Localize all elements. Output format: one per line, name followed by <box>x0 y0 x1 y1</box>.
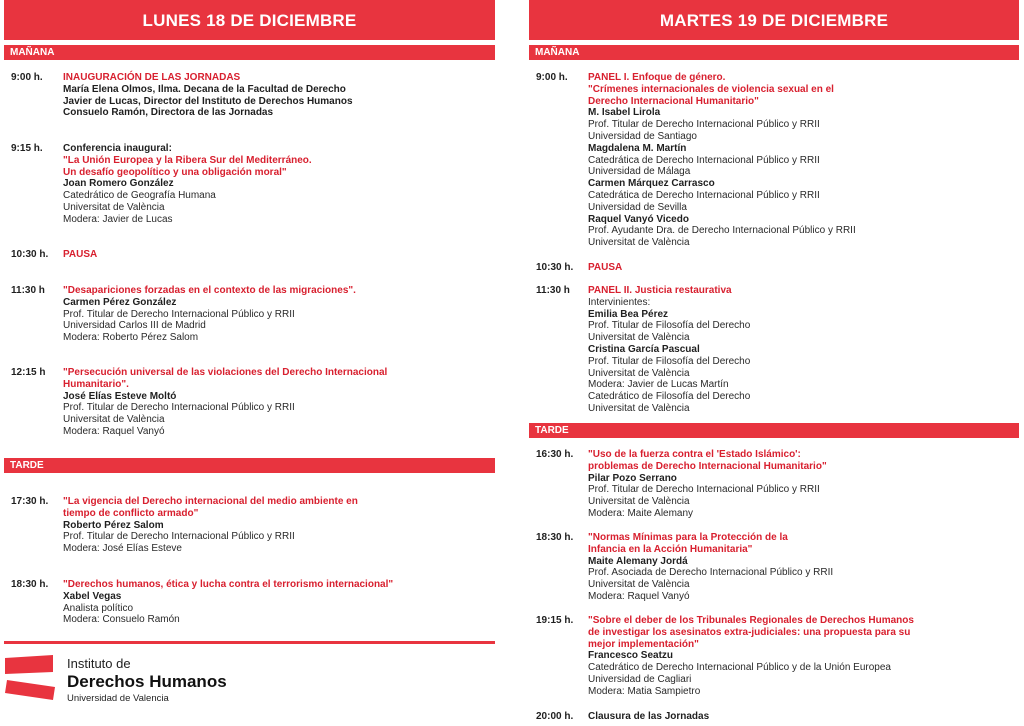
entry-body <box>63 72 495 119</box>
entry-speaker-line: Carmen Pérez González <box>63 296 177 308</box>
entry-detail-line: Catedrática de Derecho Internacional Público y RRII <box>588 189 820 201</box>
entry-speaker-line: M. Isabel Lirola <box>588 107 661 119</box>
entry-title-line: "Normas Mínimas para la Protección de la <box>588 532 788 543</box>
entry-detail-line: Modera: Consuelo Ramón <box>63 614 180 626</box>
entry-time: 10:30 h. <box>11 249 49 260</box>
entry-time: 9:00 h. <box>536 72 568 83</box>
entry-detail-line: Universitat de València <box>588 496 690 508</box>
entry-speaker-line: Emilia Bea Pérez <box>588 308 669 320</box>
entry-body <box>63 249 495 261</box>
entry-title-line: Humanitario". <box>63 378 129 390</box>
entry-speaker-line: Roberto Pérez Salom <box>63 519 164 531</box>
logo-line-2: Derechos Humanos <box>67 672 227 691</box>
entry-detail-line: Prof. Asociada de Derecho Internacional Público y RRII <box>588 567 834 579</box>
entry-detail-line: Universitat de València <box>588 402 690 414</box>
entry-detail-line: Universidad de Málaga <box>588 166 691 178</box>
entry-time: 18:30 h. <box>536 532 574 543</box>
entry-detail-line: Prof. Titular de Derecho Internacional Público y RRII <box>63 531 295 543</box>
entry-time: 16:30 h. <box>536 449 574 460</box>
entry-time: 20:00 h. <box>536 711 574 722</box>
entry-time: 9:00 h. <box>11 72 43 83</box>
entry-time: 17:30 h. <box>11 496 49 507</box>
entry-speaker-line: Conferencia inaugural: <box>63 143 172 154</box>
entry-speaker-line: Consuelo Ramón, Directora de las Jornadas <box>63 107 274 119</box>
divider <box>4 641 495 644</box>
entry-title-line: Derecho Internacional Humanitario" <box>588 95 759 107</box>
entry-speaker-line: Joan Romero González <box>63 178 174 190</box>
entry-time: 10:30 h. <box>536 262 574 273</box>
entry-title-line: INAUGURACIÓN DE LAS JORNADAS <box>63 72 241 83</box>
entry-title-line: "Sobre el deber de los Tribunales Regionales de Derechos Humanos <box>588 615 914 626</box>
entry-detail-line: Prof. Titular de Filosofía del Derecho <box>588 320 751 332</box>
entry-time: 11:30 h <box>536 285 570 296</box>
entry-detail-line: Universitat de València <box>588 237 690 249</box>
entry-title-line: Infancia en la Acción Humanitaria" <box>588 543 753 555</box>
logo-bar-top <box>5 655 53 674</box>
entry-speaker-line: Javier de Lucas, Director del Instituto de Derechos Humanos <box>63 95 353 107</box>
entry-title-line: "La Unión Europea y la Ribera Sur del Mediterráneo. <box>63 154 312 166</box>
entry-detail-line: Universitat de València <box>588 332 690 344</box>
entry-detail-line: Universitat de València <box>588 579 690 591</box>
entry-detail-line: Modera: José Elías Esteve <box>63 543 182 555</box>
entry-body <box>63 143 495 226</box>
entry-detail-line: Catedrática de Derecho Internacional Público y RRII <box>588 154 820 166</box>
entry-body <box>588 532 1019 603</box>
entry-detail-line: Catedrático de Filosofía del Derecho <box>588 391 751 403</box>
entry-detail-line: Modera: Javier de Lucas <box>63 213 173 225</box>
entry-detail-line: Modera: Raquel Vanyó <box>588 590 690 602</box>
entry-detail-line: Prof. Ayudante Dra. de Derecho Internacional Público y RRII <box>588 225 856 237</box>
entry-speaker-line: María Elena Olmos, Ilma. Decana de la Facultad de Derecho <box>63 83 346 95</box>
entry-title-line: PANEL II. Justicia restaurativa <box>588 285 732 296</box>
entry-speaker-line: Xabel Vegas <box>63 590 122 602</box>
entry-body <box>63 579 495 626</box>
entry-speaker-line: Pilar Pozo Serrano <box>588 472 677 484</box>
section-header: TARDE <box>4 458 495 473</box>
entry-title-line: mejor implementación" <box>588 638 699 650</box>
entry-detail-line: Modera: Javier de Lucas Martín <box>588 379 729 391</box>
institute-logo <box>5 655 265 715</box>
entry-detail-line: Prof. Titular de Filosofía del Derecho <box>588 355 751 367</box>
entry-title-line: problemas de Derecho Internacional Humanitario" <box>588 460 827 472</box>
entry-detail-line: Universidad Carlos III de Madrid <box>63 320 206 332</box>
entry-detail-line: Modera: Raquel Vanyó <box>63 425 165 437</box>
section-header: MAÑANA <box>529 45 1019 60</box>
entry-speaker-line: Carmen Márquez Carrasco <box>588 178 715 190</box>
logo-line-3: Universidad de Valencia <box>67 693 169 704</box>
entry-detail-line: Prof. Titular de Derecho Internacional Público y RRII <box>588 484 820 496</box>
day-header: LUNES 18 DE DICIEMBRE <box>4 0 495 40</box>
entry-body <box>588 449 1019 520</box>
institute-logo-mark-icon <box>5 655 57 701</box>
logo-line-1: Instituto de <box>67 656 131 671</box>
entry-detail-line: Universitat de València <box>588 367 690 379</box>
entry-title-line: de investigar los asesinatos extra-judiciales: una propuesta para su <box>588 626 911 638</box>
entry-detail-line: Analista político <box>63 602 134 614</box>
entry-title-line: PANEL I. Enfoque de género. <box>588 72 726 83</box>
day-column-monday <box>4 0 495 626</box>
entry-body <box>63 367 495 438</box>
entry-title-line: "La vigencia del Derecho internacional del medio ambiente en <box>63 496 358 507</box>
entry-detail-line: Modera: Roberto Pérez Salom <box>63 332 199 344</box>
entry-title-line: tiempo de conflicto armado" <box>63 507 199 519</box>
entry-time: 18:30 h. <box>11 579 49 590</box>
section-header: MAÑANA <box>4 45 495 60</box>
entry-detail-line: Universidad de Cagliari <box>588 673 692 685</box>
entry-speaker-line: José Elías Esteve Moltó <box>63 390 177 402</box>
entry-body <box>588 711 1019 723</box>
entry-time: 12:15 h <box>11 367 46 378</box>
day-column-tuesday <box>529 0 1019 722</box>
entry-title-line: PAUSA <box>63 249 98 260</box>
entry-speaker-line: Clausura de las Jornadas <box>588 711 710 722</box>
entry-title-line: "Persecución universal de las violaciones del Derecho Internacional <box>63 367 388 378</box>
entry-title-line: "Uso de la fuerza contra el 'Estado Islámico': <box>588 449 801 460</box>
entry-body <box>63 285 495 344</box>
entry-detail-line: Universidad de Sevilla <box>588 201 687 213</box>
entry-speaker-line: Magdalena M. Martín <box>588 142 687 154</box>
entry-time: 11:30 h <box>11 285 45 296</box>
entry-detail-line: Intervinientes: <box>588 296 651 308</box>
entry-detail-line: Catedrático de Derecho Internacional Público y de la Unión Europea <box>588 662 891 674</box>
entry-body <box>588 615 1019 698</box>
entry-title-line: Un desafío geopolítico y una obligación moral" <box>63 166 287 178</box>
entry-detail-line: Universitat de València <box>63 201 165 213</box>
logo-bar-bottom <box>5 680 55 700</box>
entry-title-line: "Desapariciones forzadas en el contexto de las migraciones". <box>63 285 356 296</box>
entry-speaker-line: Cristina García Pascual <box>588 343 700 355</box>
entry-body <box>588 285 1019 415</box>
entry-body <box>588 72 1019 249</box>
section-header: TARDE <box>529 423 1019 438</box>
entry-time: 9:15 h. <box>11 143 43 154</box>
entry-detail-line: Modera: Matia Sampietro <box>588 685 701 697</box>
entry-detail-line: Catedrático de Geografía Humana <box>63 190 216 202</box>
entry-title-line: PAUSA <box>588 262 623 273</box>
entry-detail-line: Prof. Titular de Derecho Internacional Público y RRII <box>63 402 295 414</box>
entry-body <box>588 262 1019 274</box>
entry-detail-line: Universidad de Santiago <box>588 130 697 142</box>
entry-title-line: "Derechos humanos, ética y lucha contra el terrorismo internacional" <box>63 579 394 590</box>
entry-speaker-line: Raquel Vanyó Vicedo <box>588 213 689 225</box>
entry-body <box>63 496 495 555</box>
entry-detail-line: Prof. Titular de Derecho Internacional Público y RRII <box>63 308 295 320</box>
entry-speaker-line: Francesco Seatzu <box>588 650 674 662</box>
day-header: MARTES 19 DE DICIEMBRE <box>529 0 1019 40</box>
entry-detail-line: Universitat de València <box>63 414 165 426</box>
entry-time: 19:15 h. <box>536 615 574 626</box>
entry-title-line: "Crímenes internacionales de violencia sexual en el <box>588 83 834 95</box>
entry-detail-line: Modera: Maite Alemany <box>588 507 694 519</box>
entry-detail-line: Prof. Titular de Derecho Internacional Público y RRII <box>588 119 820 131</box>
entry-speaker-line: Maite Alemany Jordá <box>588 555 688 567</box>
